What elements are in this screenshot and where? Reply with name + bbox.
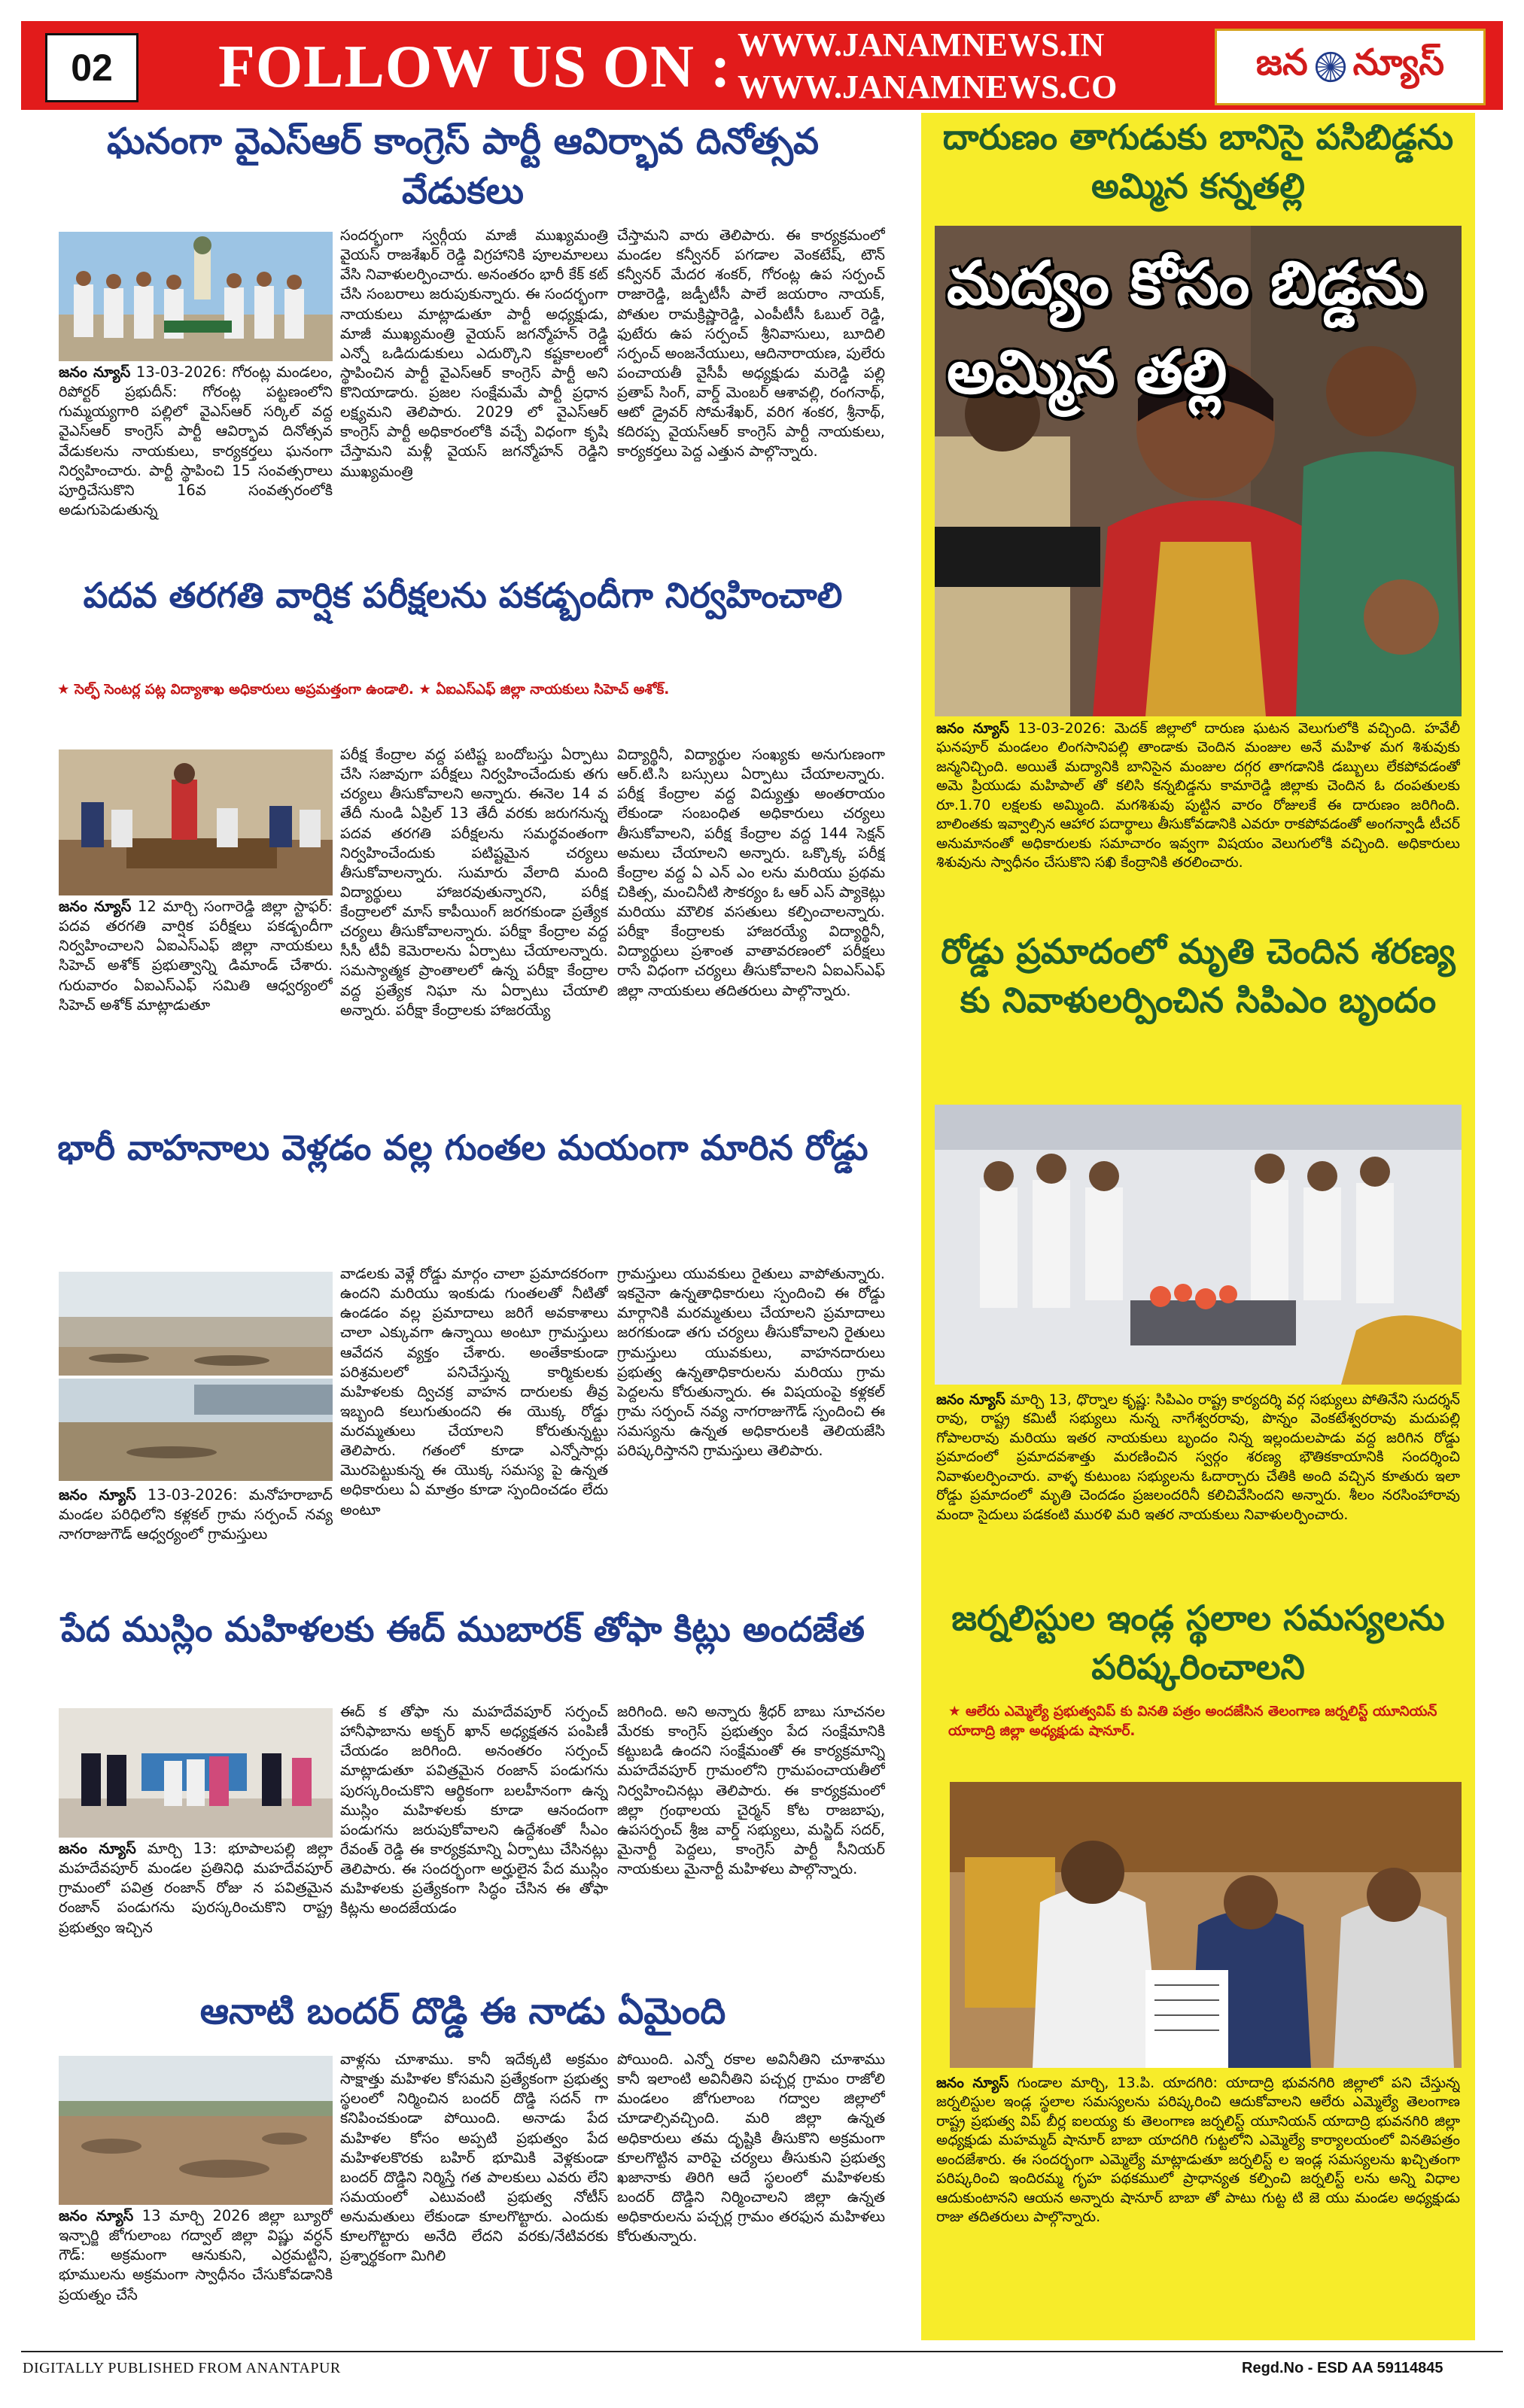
article-5-headline: ఆనాటి బందర్ దొడ్డి ఈ నాడు ఏమైంది [199, 1990, 726, 2033]
article-1-caption-text: 13-03-2026: గోరంట్ల మండలం, రిపోర్టర్ ప్రభుదీన్: గోరంట్ల పట్టణంలోని గుమ్మయ్యగారి పల్లిలో వైఎస్ఆర్ సర్కిల్ వద్ద వైఎస్ఆర్ కాంగ్రెస్ పార్టీ ఆవిర్భావ దినోత్సవ వేడుకలను నాయకులు, కార్యకర్తలు ఘనంగా నిర్వహించారు. పార్టీ స్థాపించి 15 సంవత్సరాలు పూర్తిచేసుకొని 16వ సంవత్సరంలోకి అడుగుపెడుతున్న [59, 363, 333, 518]
article-2-caption-lead: జనం న్యూస్ [59, 898, 132, 915]
sidebar-story-3-caption [936, 2074, 1460, 2337]
article-3-caption-lead: జనం న్యూస్ [59, 1486, 136, 1503]
sidebar-story-3-caption-text: గుండాల మార్చి, 13.పి. యాదగిరి: యాదాద్రి భువనగిరి జిల్లాలో పని చేస్తున్న జర్నలిస్టుల ఇండ్ల స్థలాల సమస్యలను పరిష్కరించి ఆదుకోవాలని ఆలేరు ఎమ్మెల్యే తెలంగాణ రాష్ట్ర ప్రభుత్వ విప్ బీర్ల ఐలయ్య కు తెలంగాణ జర్నలిస్ట్ యూనియన్ యాదాద్రి భువనగిరి జిల్లా అధ్యక్షుడు మహమ్మద్ షానూర్ బాబా యాదగిరి గుట్టలోని ఎమ్మెల్యే కార్యాలయంలో వినతిపత్రం అందజేశారు. ఈ సందర్భంగా ఎమ్మెల్యే మాట్లాడుతూ జర్నలిస్ట్ ల ఇండ్ల సమస్యలను ఖచ్చితంగా పరిష్కరించి ఇందిరమ్మ గృహ పథకములో ప్రాధాన్యత కల్పించి జర్నలిస్ట్ లను అన్ని విధాల ఆదుకుంటానని ఆయన అన్నారు షానూర్ బాబా తో పాటు గుట్ట టి జె యు మండల అధ్యక్షుడు రాజు తదితరులు పాల్గొన్నారు. [936, 2075, 1460, 2226]
sidebar-story-3-headline: జర్నలిస్టుల ఇండ్ల స్థలాల సమస్యలను పరిష్కరించాలని [951, 1598, 1445, 1688]
article-3-photo [59, 1272, 333, 1481]
article-2-column-3: విద్యార్థినీ, విద్యార్థుల సంఖ్యకు అనుగుణంగా ఆర్.టి.సి బస్సులు ఏర్పాటు చేయాలన్నారు. పరీక్ష కేంద్రాల వద్ద విద్యుత్తు అంతరాయం లేకుండా సంబంధిత అధికారులు చర్యలు తీసుకోవాలని, పరీక్ష కేంద్రాల వద్ద 144 సెక్షన్ అమలు చేయాలని అన్నారు. ఒక్కొక్క పరీక్ష కేంద్రాల వద్ద ఏ ఎన్ ఎం లను మరియు ప్రథమ చికిత్స, మంచినీటి సౌకర్యం ఓ ఆర్ ఎస్ ప్యాకెట్లు మరియు మౌలిక వసతులు కల్పించాలన్నారు. పరీక్షా కేంద్రాలకు హాజరయ్యే విద్యార్థినీ, విద్యార్థులు ప్రశాంత వాతావరణంలో పరీక్షలు రాసే విధంగా చర్యలు తీసుకోవాలని ఏఐఎస్ఎఫ్ జిల్లా నాయకులు తదితరులు పాల్గొన్నారు. [617, 746, 885, 999]
article-1-headline: ఘనంగా వైఎస్ఆర్ కాంగ్రెస్ పార్టీ ఆవిర్భావ దినోత్సవ వేడుకలు [106, 120, 820, 213]
article-1-photo [59, 232, 333, 361]
article-3-headline: భారీ వాహనాలు వెళ్లడం వల్ల గుంతల మయంగా మారిన రోడ్డు [57, 1127, 868, 1168]
sidebar-story-3-caption-lead: జనం న్యూస్ [936, 2075, 1009, 2091]
chakra-wheel-icon [1314, 50, 1347, 84]
website-url-secondary[interactable]: WWW.JANAMNEWS.CO [738, 68, 1118, 105]
article-4-caption-lead: జనం న్యూస్ [59, 1840, 136, 1857]
sidebar-story-3-subline: ★ ఆలేరు ఎమ్మెల్యే ప్రభుత్వవిప్ కు వినతి పత్రం అందజేసిన తెలంగాణ జర్నలిస్ట్ యూనియన్ యాదాద్రి జిల్లా అధ్యక్షుడు షానూర్. [948, 1704, 1437, 1739]
article-1-caption-lead: జనం న్యూస్ [59, 363, 131, 381]
article-4-column-3: జరిగింది. అని అన్నారు శ్రీధర్ బాబు సూచనల మేరకు కాంగ్రెస్ ప్రభుత్వం పేద సంక్షేమానికి కట్టుబడి ఉందని సంక్షేమంతో ఈ కార్యక్రమాన్ని మహదేవపూర్ గ్రామంలోని గ్రామపంచాయతీలో నిర్వహించినట్లు తెలిపారు. ఈ కార్యక్రమంలో జిల్లా గ్రంథాలయ చైర్మన్ కోట రాజబాపు, ఉపసర్పంచ్ శ్రీజ వార్డ్ సభ్యులు, మస్జిద్ సదర్, మైనార్టీ పెద్దలు, కాంగ్రెస్ పార్టీ సీనియర్ నాయకులు మైనార్టీ మహిళలు పాల్గొన్నారు. [617, 1703, 885, 1877]
janam-news-logo [1215, 29, 1486, 105]
article-5-photo [59, 2056, 333, 2205]
sidebar-story-2-headline: రోడ్డు ప్రమాదంలో మృతి చెందిన శరణ్య కు నివాళులర్పించిన సిపిఎం బృందం [941, 931, 1456, 1021]
article-4-caption [59, 1839, 333, 1982]
article-2-column-2: పరీక్ష కేంద్రాల వద్ద పటిష్ట బందోబస్తు ఏర్పాటు చేసి సజావుగా పరీక్షలు నిర్వహించేందుకు తగు చర్యలు తీసుకోవాలని అన్నారు. ఈనెల 14 వ తేదీ నుండి ఏప్రిల్ 13 తేదీ వరకు జరుగనున్న పదవ తరగతి పరీక్షలను సమర్థవంతంగా నిర్వహించేందుకు పటిష్టమైన చర్యలు తీసుకోవాలన్నారు. సుమారు వేలాది మంది విద్యార్థులు హాజరవుతున్నారని, పరీక్ష కేంద్రాలలో మాస్ కాపీయింగ్ జరగకుండా ప్రత్యేక చర్యలు తీసుకోవాలన్నారు. పరీక్షా కేంద్రాల వద్ద సీసీ టీవీ కెమెరాలను ఏర్పాటు చేయాలన్నారు. సమస్యాత్మక ప్రాంతాలలో ఉన్న పరీక్షా కేంద్రాల వద్ద ప్రత్యేక నిఘా ను ఏర్పాటు చేయాలి అన్నారు. పరీక్షా కేంద్రాలకు హాజరయ్యే [340, 746, 608, 1019]
article-2-headline: పదవ తరగతి వార్షిక పరీక్షలను పకడ్బందీగా నిర్వహించాలి [83, 575, 843, 616]
page-number: 02 [45, 33, 138, 102]
article-5-column-2: వాళ్లను చూశాము. కానీ ఇదేక్కటి అక్రమం సాక్షాత్తు మహిళల కోసమని ప్రత్యేకంగా ప్రభుత్వ స్థలంలో నిర్మించిన బందర్ దొడ్డి సదన్ గా కనిపించకుండా పోయింది. అనాడు పేద మహిళల కోసం అప్పటి ప్రభుత్వం పేద మహిళలకొరకు బహిర్ భూమికి వెళ్లకుండా బందర్ దొడ్డిని నిర్మిస్తే గత పాలకులు ఎవరు లేని సమయంలో ఎటువంటి ప్రభుత్వ నోటీస్ అనుమతులు లేకుండా కూలగొట్టారు. ఎందుకు కూలగొట్టారు అనేది లేదని వరకు/నేటివరకు ప్రశ్నార్థకంగా మిగిలి [340, 2051, 608, 2265]
sidebar-story-1-photo-overlay [947, 239, 1449, 465]
article-1-caption [59, 363, 333, 560]
footer-divider [21, 2351, 1503, 2352]
sidebar-story-1-overlay-text: మద్యం కోసం బిడ్డను అమ్మిన తల్లి [947, 248, 1425, 407]
sidebar-story-1-headline: దారుణం తాగుడుకు బానిసై పసిబిడ్డను అమ్మిన కన్నతల్లి [942, 117, 1454, 207]
article-5-caption-lead: జనం న్యూస్ [59, 2207, 134, 2224]
sidebar-story-2-caption-lead: జనం న్యూస్ [936, 1391, 1005, 1408]
article-1-column-2: సందర్భంగా స్వర్గీయ మాజీ ముఖ్యమంత్రి వైయస్ రాజశేఖర్ రెడ్డి విగ్రహానికి పూలమాలలు వేసి నివాళులర్పించారు. అనంతరం భారీ కేక్ కట్ చేసి సంబరాలు జరుపుకున్నారు. ఈ సందర్భంగా నాయకులు మాట్లాడుతూ పార్టీ అధ్యక్షుడు, మాజీ ముఖ్యమంత్రి వైయస్ జగన్మోహన్ రెడ్డి ఎన్నో ఒడిదుడుకులు ఎదుర్కొని కష్టకాలంలో స్థాపించిన పార్టీ వైఎస్ఆర్ కాంగ్రెస్ పార్టీ అని కొనియాడారు. ప్రజల సంక్షేమమే పార్టీ ప్రధాన లక్ష్యమని తెలిపారు. 2029 లో వైఎస్ఆర్ కాంగ్రెస్ పార్టీ అధికారంలోకి వచ్చే విధంగా కృషి చేస్తామని మళ్లీ వైయస్ జగన్మోహన్ రెడ్డిని ముఖ్యమంత్రి [340, 227, 608, 480]
article-1-column-3: చేస్తామని వారు తెలిపారు. ఈ కార్యక్రమంలో మండల కన్వీనర్ పగడాల వెంకటేష్, టౌన్ కన్వీనర్ మేదర శంకర్, గోరంట్ల ఉప సర్పంచ్ రాజారెడ్డి, జడ్పీటీసీ పాలే జయరాం నాయక్, పోతుల రామక్రిష్ణారెడ్డి, ఎంపీటీసీ ఓబుల్ రెడ్డి, ఫుటేరు ఉప సర్పంచ్ శ్రీనివాసులు, బూదిలి సర్పంచ్ అంజనేయులు, ఆదినారాయణ, పులేరు పంచాయతీ వైసీపీ అధ్యక్షుడు మరెడ్డి పల్లి ప్రతాప్ సింగ్, వార్డ్ మెంబర్ ఆశావల్లి, రంగనాథ్, ఆటో డ్రైవర్ సోమశేఖర్, వరిగ శంకర, శ్రీనాథ్, కదిరప్ప వైయస్ఆర్ కాంగ్రెస్ పార్టీ నాయకులు, కార్యకర్తలు పెద్ద ఎత్తున పాల్గొన్నారు. [617, 227, 885, 461]
article-5-caption-text: 13 మార్చి 2026 జిల్లా బ్యూరో ఇన్చార్జి జోగులాంబ గద్వాల్ జిల్లా విష్ణు వర్ధన్ గౌడ్: అక్రమంగా ఆనుకుని, ఎర్రమట్టిని, భూములను అక్రమంగా స్వాధీనం చేసుకోవడానికి ప్రయత్నం చేసే [59, 2207, 333, 2303]
sidebar-story-3-photo [950, 1782, 1462, 2068]
article-4-headline: పేద ముస్లిం మహిళలకు ఈద్ ముబారక్ తోఫా కిట్లు అందజేత [61, 1609, 865, 1649]
website-urls [738, 24, 1204, 108]
sidebar-story-1-caption-text: 13-03-2026: మెదక్ జిల్లాలో దారుణ ఘటన వెలుగులోకి వచ్చింది. హవేలీ ఘనపూర్ మండలం లింగసానిపల్లి తాండాకు చెందిన మంజుల అనే మహిళ మగ శిశువుకు జన్మనిచ్చింది. అయితే మద్యానికి బానిసైన మంజుల దగ్గర తాగడానికి డబ్బులు లేకపోవడంతో అమె ప్రియుడు మహిపాల్ తో కలిసి కన్నబిడ్డను కామారెడ్డి జిల్లాకు చెందిన ఓ దంపతులకు రూ.1.70 లక్షలకు అమ్మింది. మగశిశువు పుట్టిన వారం రోజులకే ఈ దారుణం జరిగింది. బాలింతకు ఇవ్వాల్సిన ఆహార పదార్థాలు తీసుకోవడానికి ఎవరూ రాకపోవడంతో అంగన్వాడీ టీచర్ అనుమానంతో అధికారులకు సమాచారం ఇవ్వగా విషయం వెలుగులోకి వచ్చింది. అధికారులు శిశువును స్వాధీనం చేసుకొని సఖి కేంద్రానికి తరలించారు. [936, 720, 1460, 871]
article-3-column-2: వాడలకు వెళ్లే రోడ్డు మార్గం చాలా ప్రమాదకరంగా ఉందని మరియు ఇంకుడు గుంతలతో నీటితో ఉండడం వల్ల ప్రమాదాలు జరిగే అవకాశాలు చాలా ఎక్కువగా ఉన్నాయి అంటూ గ్రామస్తులు ఆవేదన వ్యక్తం చేశారు. అంతేకాకుండా పరిశ్రమలలో పనిచేస్తున్న కార్మికులకు మహిళలకు ద్విచక్ర వాహన దారులకు తీవ్ర ఇబ్బంది కలుగుతుందని ఈ యొక్క రోడ్డు మరమ్మతులు చేయాలని కోరుతున్నట్టు తెలిపారు. గతంలో కూడా ఎన్నోసార్లు మొరపెట్టుకున్న ఈ యొక్క సమస్య పై ఉన్నత అధికారులు ఏ మాత్రం కూడా స్పందించడం లేదు అంటూ [340, 1265, 608, 1519]
article-2-caption-text: 12 మార్చి సంగారెడ్డి జిల్లా స్టాఫర్: పదవ తరగతి వార్షిక పరీక్షలు పకడ్బందీగా నిర్వహించాలని ఏఐఎస్ఎఫ్ జిల్లా నాయకులు సిహెచ్ అశోక్ ప్రభుత్వాన్ని డిమాండ్ చేశారు. గురువారం ఏఐఎస్ఎఫ్ సమితి ఆధ్వర్యంలో సిహెచ్ అశోక్ మాట్లాడుతూ [59, 898, 333, 1014]
article-2-photo [59, 749, 333, 895]
footer-published-from: DIGITALLY PUBLISHED FROM ANANTAPUR [23, 2360, 341, 2376]
article-3-column-3: గ్రామస్తులు యువకులు రైతులు వాపోతున్నారు. ఇకనైనా ఉన్నతాధికారులు స్పందించి ఈ రోడ్డు మార్గానికి మరమ్మతులు చేయాలని ప్రమాదాలు జరగకుండా తగు చర్యలు తీసుకోవాలని రైతులు గ్రామస్తులు యువకులు, వాహనదారులు ప్రభుత్వ ఉన్నతాధికారులను మరియు గ్రామ పెద్దలను కోరుతున్నారు. ఈ విషయంపై కళ్లకల్ గ్రామ సర్పంచ్ నవ్య నాగరాజుగౌడ్ స్పందించి ఈ సమస్యను ఉన్నత అధికారులకి తెలియజేసి పరిష్కరిస్తానని గ్రామస్తులు తెలిపారు. [617, 1265, 885, 1460]
sidebar-story-1-caption [936, 719, 1460, 923]
article-4-caption-text: మార్చి 13: భూపాలపల్లి జిల్లా మహదేవపూర్ మండల ప్రతినిధి మహదేవపూర్ గ్రామంలో పవిత్ర రంజాన్ రోజు న పవిత్రమైన రంజాన్ పండుగను పురస్కరించుకొని రాష్ట్ర ప్రభుత్వం ఇచ్చిన [59, 1840, 333, 1936]
website-url-primary[interactable]: WWW.JANAMNEWS.IN [738, 26, 1105, 63]
article-5-caption [59, 2206, 333, 2340]
logo-text-left: జన [1255, 41, 1308, 84]
sidebar-story-1-caption-lead: జనం న్యూస్ [936, 720, 1009, 737]
article-2-caption [59, 897, 333, 1108]
sidebar-story-2-caption [936, 1391, 1460, 1591]
sidebar-story-2-photo [935, 1105, 1462, 1385]
logo-text-right: న్యూస్ [1352, 41, 1445, 84]
article-4-photo [59, 1708, 333, 1838]
footer-registration-number: Regd.No - ESD AA 59114845 [1242, 2360, 1443, 2376]
article-3-caption-text: 13-03-2026: మనోహరాబాద్ మండల పరిధిలోని కళ్లకల్ గ్రామ సర్పంచ్ నవ్య నాగరాజుగౌడ్ ఆధ్వర్యంలో గ్రామస్తులు [59, 1486, 333, 1543]
article-5-column-3: పోయింది. ఎన్నో రకాల అవినీతిని చూశాము కానీ ఇలాంటి అవినీతిని పచ్చర్ల గ్రామం రాజోలి మండలం జోగులాంబ గద్వాల జిల్లాలో చూడాల్సివచ్చింది. మరి జిల్లా ఉన్నత అధికారులు తమ దృష్టికి తీసుకొని అక్రమంగా కూలగొట్టిన వారిపై చర్యలు తీసుకుని ప్రభుత్వ ఖజానాకు తిరిగి ఆదే స్థలంలో మహిళలకు బందర్ దొడ్డిని నిర్మించాలని జిల్లా ఉన్నత అధికారులను పచ్చర్ల గ్రామం తరఫున మహిళలు కోరుతున్నారు. [617, 2051, 885, 2245]
article-3-caption [59, 1485, 333, 1601]
follow-us-label: FOLLOW US ON : [218, 33, 732, 100]
article-2-subline: ★ సెల్ఫ్ సెంటర్ల పట్ల విద్యాశాఖ అధికారులు అప్రమత్తంగా ఉండాలి. ★ ఏఐఎస్ఎఫ్ జిల్లా నాయకులు సిహెచ్ అశోక్. [57, 682, 670, 698]
article-4-column-2: ఈద్ క తోఫా ను మహదేవపూర్ సర్పంచ్ హానీఫాబాను అక్బర్ ఖాన్ అధ్యక్షతన పంపిణీ చేయడం జరిగింది. అనంతరం సర్పంచ్ మాట్లాడుతూ పవిత్రమైన రంజాన్ పండుగను పురస్కరించుకొని ఆర్థికంగా బలహీనంగా ఉన్న ముస్లిం మహిళలకు కూడా ఆనందంగా పండుగను జరుపుకోవాలని ఉద్దేశంతో సీఎం రేవంత్ రెడ్డి ఈ కార్యక్రమాన్ని ఏర్పాటు చేసినట్లు తెలిపారు. ఈ సందర్భంగా అర్హులైన పేద ముస్లిం మహిళలకు ప్రత్యేకంగా సిద్ధం చేసిన ఈ తోఫా కిట్లను అందజేయడం [340, 1703, 608, 1917]
sidebar-story-2-caption-text: మార్చి 13, ధొర్నాల కృష్ణ: సిపిఎం రాష్ట్ర కార్యదర్శి వర్గ సభ్యులు పోతినేని సుదర్శన్ రావు, రాష్ట్ర కమిటీ సభ్యులు నున్న నాగేశ్వరరావు, పొన్నం వెంకటేశ్వరరావు మదుపల్లి గోపాలరావు మరియు ఇతర నాయకులు బృందం నిన్న ఇల్లందులపాడు వద్ద జరిగిన రోడ్డు ప్రమాదంలో ప్రమాదవశాత్తు మరణించిన స్వర్గం శరణ్య భౌతికకాయానికి సందర్శించి నివాళులర్పించారు. వాళ్ళ కుటుంబ సభ్యులను ఓదార్చారు చేతికి అంది వచ్చిన కూతురు ఇలా రోడ్డు ప్రమాదంలో మృతి చెందడం ప్రజలందరినీ కలిచివేసిందని అన్నారు. శీలం నరసింహారావు మందా సైదులు పడకంటి మురళి మరి ఇతర నాయకులు నివాళులర్పించారు. [936, 1391, 1460, 1523]
